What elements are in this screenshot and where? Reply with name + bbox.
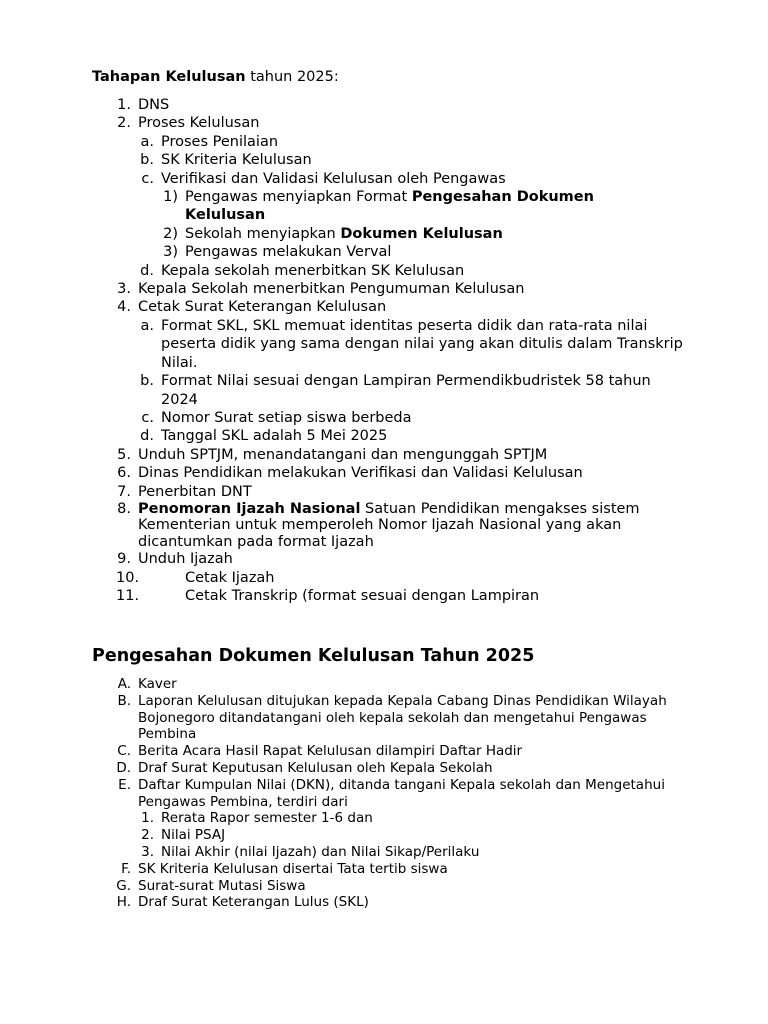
- sub-list-item: d. Kepala sekolah menerbitkan SK Kelulusan: [140, 262, 465, 279]
- sub-sub-list-item: 2) Sekolah menyiapkan Dokumen Kelulusan: [163, 225, 503, 242]
- list-item: 1. DNS: [117, 97, 170, 113]
- list-item: 6. Dinas Pendidikan melakukan Verifikasi dan Validasi Kelulusan: [117, 465, 583, 482]
- sub-list-item: 1. Rerata Rapor semester 1-6 dan: [141, 810, 373, 827]
- sub-sub-list-item: 3) Pengawas melakukan Verval: [163, 244, 392, 261]
- pengesahan-list: [0, 676, 768, 911]
- list-item: 3. Kepala Sekolah menerbitkan Pengumuman Kelulusan: [117, 281, 525, 298]
- section-2-title: Pengesahan Dokumen Kelulusan Tahun 2025: [92, 646, 535, 666]
- section-1-title-rest: tahun 2025:: [245, 69, 339, 85]
- sub-list-item: a. Proses Penilaian: [140, 133, 279, 150]
- list-item: D. Draf Surat Keputusan Kelulusan oleh Kepala Sekolah: [116, 759, 493, 776]
- sub-list-item: 2. Nilai PSAJ: [141, 827, 226, 844]
- list-item: A. Kaver: [117, 676, 177, 692]
- list-item: H. Draf Surat Keterangan Lulus (SKL): [116, 894, 369, 911]
- sub-sub-list-item: 1) Pengawas menyiapkan Format Pengesahan Dokumen Kelulusan: [163, 189, 594, 224]
- list-item: 2. Proses Kelulusan: [117, 115, 260, 132]
- sub-list-item: 3. Nilai Akhir (nilai Ijazah) dan Nilai Sikap/Perilaku: [141, 843, 480, 860]
- section-1-title: [92, 68, 339, 86]
- sub-list-item: a. Format SKL, SKL memuat identitas peserta didik dan rata-rata nilai peserta didik yang sama dengan nilai yang akan ditulis dalam Transkrip Nilai.: [140, 317, 683, 371]
- list-item: 8. Penomoran Ijazah Nasional Satuan Pendidikan mengakses sistem Kementerian untuk memperoleh Nomor Ijazah Nasional yang akan dicantumkan pada format Ijazah: [117, 500, 640, 550]
- tahapan-list: [0, 96, 768, 606]
- list-item: G. Surat-surat Mutasi Siswa: [116, 877, 306, 894]
- sub-list-item: c. Nomor Surat setiap siswa berbeda: [141, 409, 412, 426]
- sub-list-item: d. Tanggal SKL adalah 5 Mei 2025: [140, 428, 388, 445]
- section-1-title-bold: Tahapan Kelulusan: [92, 69, 246, 85]
- list-item: 4. Cetak Surat Keterangan Kelulusan: [117, 299, 387, 316]
- list-item: F. SK Kriteria Kelulusan disertai Tata tertib siswa: [121, 860, 448, 877]
- list-item: 5. Unduh SPTJM, menandatangani dan mengunggah SPTJM: [117, 446, 548, 463]
- list-item: 10. Cetak Ijazah: [116, 569, 275, 586]
- list-item: B. Laporan Kelulusan ditujukan kepada Kepala Cabang Dinas Pendidikan Wilayah Bojonegoro ditandatangani oleh kepala sekolah dan mengetahui Pengawas Pembina: [117, 692, 667, 743]
- sub-list-item: b. Format Nilai sesuai dengan Lampiran Permendikbudristek 58 tahun 2024: [140, 373, 651, 408]
- list-item: 7. Penerbitan DNT: [117, 483, 252, 500]
- list-item: 9. Unduh Ijazah: [117, 551, 233, 568]
- list-item: 11. Cetak Transkrip (format sesuai dengan Lampiran: [116, 588, 540, 605]
- sub-list-item: c. Verifikasi dan Validasi Kelulusan oleh Pengawas: [141, 170, 506, 187]
- sub-list-item: b. SK Kriteria Kelulusan: [140, 152, 312, 169]
- list-item: E. Daftar Kumpulan Nilai (DKN), ditanda tangani Kepala sekolah dan Mengetahui Pengawas Pembina, terdiri dari: [118, 776, 665, 810]
- list-item: C. Berita Acara Hasil Rapat Kelulusan dilampiri Daftar Hadir: [117, 743, 523, 760]
